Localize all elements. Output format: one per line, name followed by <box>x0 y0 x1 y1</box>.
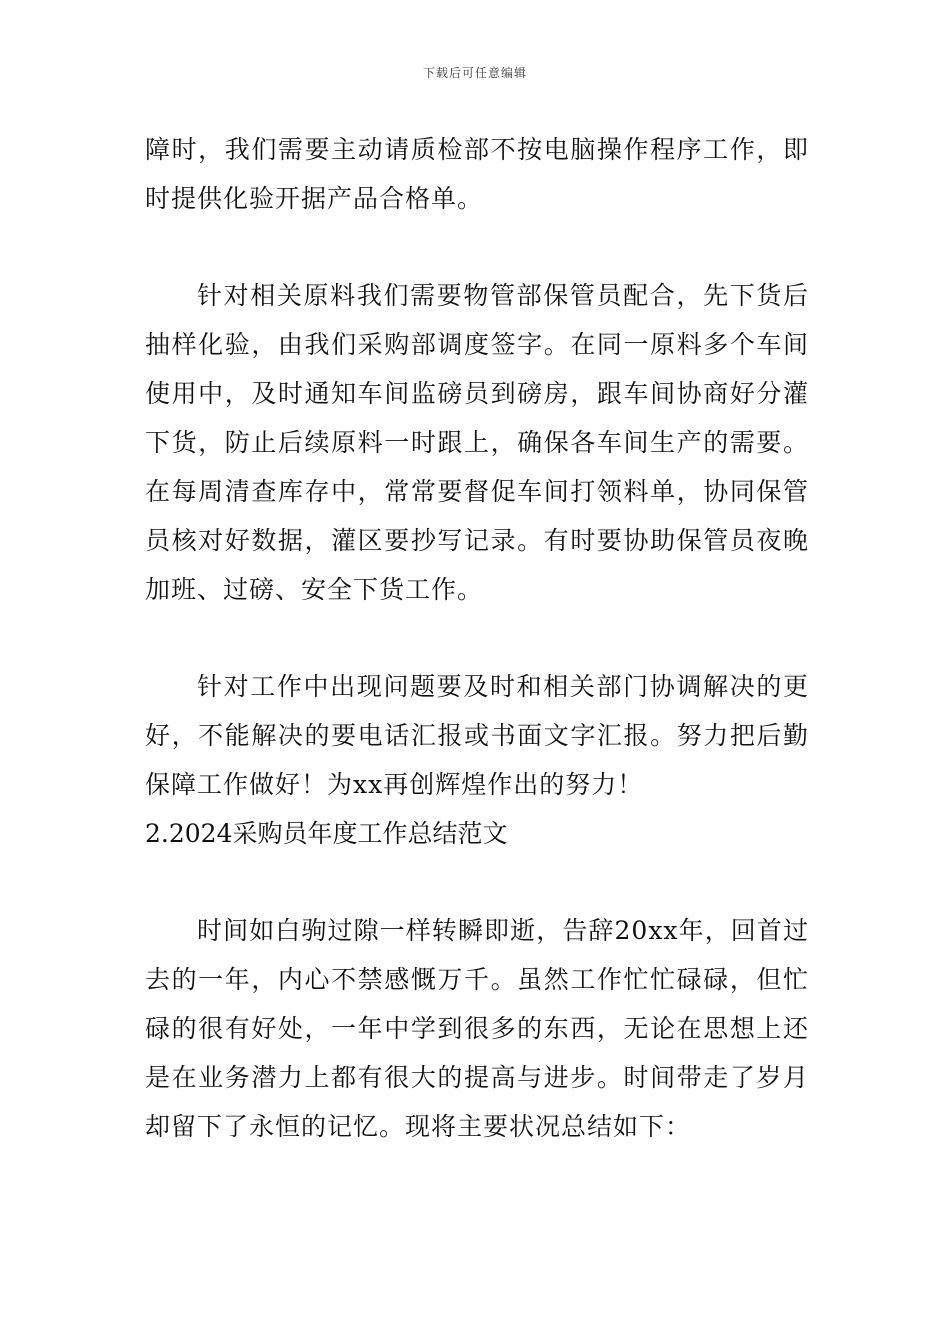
paragraph-coordination: 针对工作中出现问题要及时和相关部门协调解决的更好，不能解决的要电话汇报或书面文字汇报。努力把后勤保障工作做好！为xx再创辉煌作出的努力！ <box>145 672 809 799</box>
paragraph-intro: 时间如白驹过隙一样转瞬即逝，告辞20xx年，回首过去的一年，内心不禁感慨万千。虽然工作忙忙碌碌，但忙碌的很有好处，一年中学到很多的东西，无论在思想上还是在业务潜力上都有很大的提高与进步。时间带走了岁月却留下了永恒的记忆。现将主要状况总结如下： <box>145 916 809 1141</box>
page-header: 下载后可任意编辑 <box>422 66 527 80</box>
document-body <box>145 125 809 1151</box>
paragraph-materials: 针对相关原料我们需要物管部保管员配合，先下货后抽样化验，由我们采购部调度签字。在同一原料多个车间使用中，及时通知车间监磅员到磅房，跟车间协商好分灌下货，防止后续原料一时跟上，确保各车间生产的需要。在每周清查库存中，常常要督促车间打领料单，协同保管员核对好数据，灌区要抄写记录。有时要协助保管员夜晚加班、过磅、安全下货工作。 <box>145 281 809 604</box>
paragraph-continuation: 障时，我们需要主动请质检部不按电脑操作程序工作，即时提供化验开据产品合格单。 <box>145 135 809 213</box>
section-heading: 2.2024采购员年度工作总结范文 <box>145 819 508 848</box>
